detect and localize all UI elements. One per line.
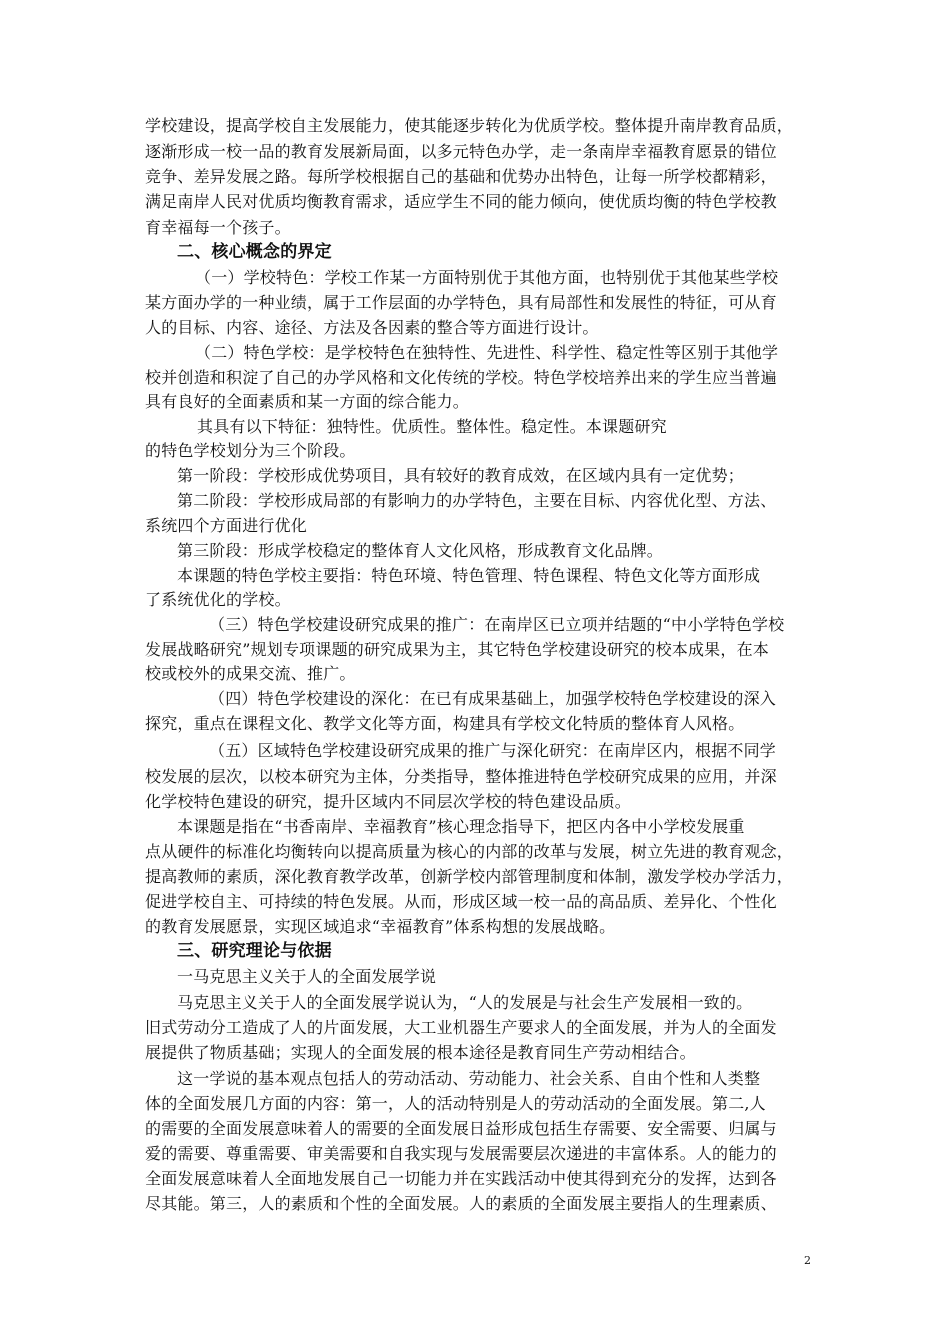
body-text-line: 全面发展意味着人全面地发展自己一切能力并在实践活动中使其得到充分的发挥，达到各 [145, 1169, 777, 1188]
body-text-line: 校或校外的成果交流、推广。 [145, 664, 356, 683]
body-text-line: 第二阶段：学校形成局部的有影响力的办学特色，主要在目标、内容优化型、方法、 [177, 491, 777, 510]
body-text-line: （二）特色学校：是学校特色在独特性、先进性、科学性、稳定性等区别于其他学 [195, 343, 779, 362]
body-text-line: 旧式劳动分工造成了人的片面发展，大工业机器生产要求人的全面发展，并为人的全面发 [145, 1018, 777, 1037]
body-text-line: 第三阶段：形成学校稳定的整体育人文化风格，形成教育文化品牌。 [177, 541, 664, 560]
body-text-line: 体的全面发展几方面的内容：第一，人的活动特别是人的劳动活动的全面发展。第二,人 [145, 1094, 766, 1113]
body-text-line: 的教育发展愿景，实现区域追求“幸福教育”体系构想的发展战略。 [145, 917, 616, 936]
body-text-line: 的需要的全面发展意味着人的需要的全面发展日益形成包括生存需要、安全需要、归属与 [145, 1119, 777, 1138]
body-text-line: （五）区域特色学校建设研究成果的推广与深化研究：在南岸区内，根据不同学 [209, 741, 777, 760]
body-text-line: 马克思主义关于人的全面发展学说认为，“人的发展是与社会生产发展相一致的。 [177, 993, 753, 1012]
body-text-line: 某方面办学的一种业绩，属于工作层面的办学特色，具有局部性和发展性的特征，可从育 [145, 293, 777, 312]
body-text-line: 系统四个方面进行优化 [145, 516, 308, 535]
body-text-line: 校发展的层次，以校本研究为主体，分类指导，整体推进特色学校研究成果的应用，并深 [145, 767, 777, 786]
body-text-line: 促进学校自主、可持续的特色发展。从而，形成区域一校一品的高品质、差异化、个性化 [145, 892, 777, 911]
body-text-line: 具有良好的全面素质和某一方面的综合能力。 [145, 392, 470, 411]
body-text-line: 育幸福每一个孩子。 [145, 218, 291, 237]
body-text-line: 这一学说的基本观点包括人的劳动活动、劳动能力、社会关系、自由个性和人类整 [177, 1069, 761, 1088]
body-text-line: 探究，重点在课程文化、教学文化等方面，构建具有学校文化特质的整体育人风格。 [145, 714, 745, 733]
body-text-line: 发展战略研究”规划专项课题的研究成果为主，其它特色学校建设研究的校本成果，在本 [145, 640, 769, 659]
body-text-line: 第一阶段：学校形成优势项目，具有较好的教育成效，在区域内具有一定优势； [177, 466, 745, 485]
body-text-line: 本课题的特色学校主要指：特色环境、特色管理、特色课程、特色文化等方面形成 [177, 566, 761, 585]
section-heading: 三、研究理论与依据 [177, 941, 332, 961]
body-text-line: 本课题是指在“书香南岸、幸福教育”核心理念指导下，把区内各中小学校发展重 [177, 817, 745, 836]
body-text-line: 了系统优化的学校。 [145, 590, 291, 609]
body-text-line: 其具有以下特征：独特性。优质性。整体性。稳定性。本课题研究 [197, 417, 667, 436]
page-number: 2 [804, 1254, 811, 1267]
body-text-line: 满足南岸人民对优质均衡教育需求，适应学生不同的能力倾向，使优质均衡的特色学校教 [145, 192, 777, 211]
subsection-heading: 一马克思主义关于人的全面发展学说 [177, 967, 437, 986]
section-heading: 二、核心概念的界定 [177, 242, 332, 262]
body-text-line: 化学校特色建设的研究，提升区域内不同层次学校的特色建设品质。 [145, 792, 632, 811]
body-text-line: 点从硬件的标准化均衡转向以提高质量为核心的内部的改革与发展，树立先进的教育观念， [145, 842, 794, 861]
body-text-line: 校并创造和积淀了自己的办学风格和文化传统的学校。特色学校培养出来的学生应当普遍 [145, 368, 777, 387]
body-text-line: 人的目标、内容、途径、方法及各因素的整合等方面进行设计。 [145, 318, 599, 337]
body-text-line: 的特色学校划分为三个阶段。 [145, 441, 356, 460]
body-text-line: 尽其能。第三，人的素质和个性的全面发展。人的素质的全面发展主要指人的生理素质、 [145, 1194, 777, 1213]
body-text-line: （三）特色学校建设研究成果的推广：在南岸区已立项并结题的“中小学特色学校 [209, 615, 785, 634]
body-text-line: 展提供了物质基础；实现人的全面发展的根本途径是教育同生产劳动相结合。 [145, 1043, 696, 1062]
body-text-line: 提高教师的素质，深化教育教学改革，创新学校内部管理制度和体制，激发学校办学活力， [145, 867, 794, 886]
body-text-line: 竞争、差异发展之路。每所学校根据自己的基础和优势办出特色，让每一所学校都精彩， [145, 167, 777, 186]
body-text-line: （一）学校特色：学校工作某一方面特别优于其他方面，也特别优于其他某些学校 [195, 268, 779, 287]
body-text-line: 学校建设，提高学校自主发展能力，使其能逐步转化为优质学校。整体提升南岸教育品质， [145, 116, 794, 135]
body-text-line: 逐渐形成一校一品的教育发展新局面，以多元特色办学，走一条南岸幸福教育愿景的错位 [145, 142, 777, 161]
body-text-line: （四）特色学校建设的深化：在已有成果基础上，加强学校特色学校建设的深入 [209, 689, 777, 708]
body-text-line: 爱的需要、尊重需要、审美需要和自我实现与发展需要层次递进的丰富体系。人的能力的 [145, 1144, 777, 1163]
